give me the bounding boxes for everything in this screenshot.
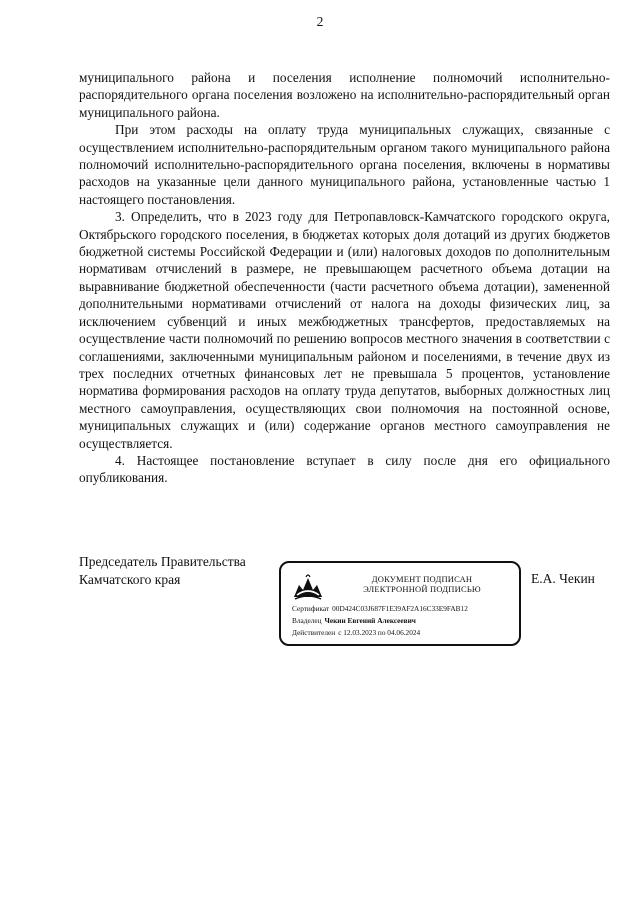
validity-label: Действителен	[292, 628, 336, 637]
stamp-validity-row	[292, 628, 420, 637]
stamp-heading-line-1: ДОКУМЕНТ ПОДПИСАН	[371, 574, 473, 584]
coat-of-arms-icon	[291, 571, 325, 601]
signer-title	[79, 553, 246, 589]
stamp-certificate-row	[292, 604, 468, 613]
electronic-signature-stamp	[279, 561, 521, 646]
certificate-value: 00D424C03J687F1E39AF2A16C33E9FAB12	[332, 604, 468, 613]
validity-value: с 12.03.2023 по 04.06.2024	[338, 628, 421, 637]
paragraph-continuation: муниципального района и поселения исполнение полномочий исполнительно-распорядительного органа поселения возложено на исполнительно-распорядительный орган муниципального района.	[79, 70, 610, 120]
signer-name: Е.А. Чекин	[531, 571, 595, 586]
document-body	[79, 69, 610, 487]
stamp-heading-line-2: ЭЛЕКТРОННОЙ ПОДПИСЬЮ	[363, 584, 481, 594]
certificate-label: Сертификат	[292, 604, 330, 613]
signer-title-line-1: Председатель Правительства	[79, 554, 246, 569]
stamp-owner-row	[292, 616, 416, 625]
page-number: 2	[316, 14, 324, 29]
owner-label: Владелец	[292, 616, 322, 625]
stamp-heading	[331, 574, 513, 594]
signer-title-line-2: Камчатского края	[79, 572, 181, 587]
paragraph-item-3: 3. Определить, что в 2023 году для Петропавловск-Камчатского городского округа, Октябрьского городского поселения, в бюджетах которых доля дотаций из других бюджетов бюджетной системы Российской Федерации и (или) налоговых доходов по дополнительным нормативам отчислений в размере, не превышающем расчетного объема дотации на выравнивание бюджетной обеспеченности (части расчетного объема дотации), замененной дополнительными нормативами отчислений от налога на доходы физических лиц, за исключением субвенций и иных межбюджетных трансфертов, предоставляемых на осуществление части полномочий по решению вопросов местного значения в соответствии с соглашениями, заключенными муниципальным районом и поселениями, в течение двух из трех последних отчетных финансовых лет не превышала 5 процентов, установление норматива формирования расходов на оплату труда депутатов, выборных должностных лиц местного самоуправления, осуществляющих свои полномочия на постоянной основе, муниципальных служащих и (или) содержание органов местного самоуправления не осуществляется.	[79, 209, 610, 451]
paragraph-salary-expenses: При этом расходы на оплату труда муниципальных служащих, связанные с осуществлением исполнительно-распорядительным органом такого муниципального района полномочий исполнительно-распорядительного органа поселения, включены в нормативы расходов на указанные цели данного муниципального района, установленные частью 1 настоящего постановления.	[79, 122, 610, 207]
owner-value: Чекин Евгений Алексеевич	[324, 616, 416, 625]
paragraph-item-4: 4. Настоящее постановление вступает в силу после дня его официального опубликования.	[79, 452, 610, 486]
